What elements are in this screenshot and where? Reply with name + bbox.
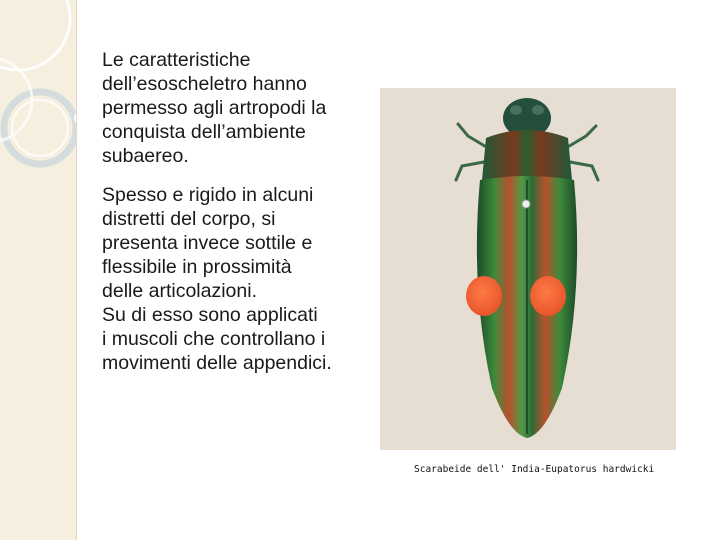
detail-line: delle articolazioni. xyxy=(102,280,258,302)
detail-line: presenta invece sottile e xyxy=(102,232,313,254)
left-spot xyxy=(466,276,502,316)
detail-line: Spesso e rigido in alcuni xyxy=(102,184,314,206)
pin-head xyxy=(522,200,530,208)
decorative-sidebar xyxy=(0,0,77,540)
beetle-photo xyxy=(380,88,676,450)
detail-line: distretti del corpo, si xyxy=(102,208,276,230)
beetle-illustration xyxy=(380,88,676,450)
paragraph-details xyxy=(102,183,392,375)
right-spot xyxy=(530,276,566,316)
beetle-thorax xyxy=(482,130,572,184)
paragraph-exoskeleton: Le caratteristiche dell’esoscheletro hanno permesso agli artropodi la conquista dell’ambiente subaereo. xyxy=(102,49,327,167)
detail-line: flessibile in prossimità xyxy=(102,256,292,278)
image-caption: Scarabeide dell' India-Eupatorus hardwicki xyxy=(414,464,655,475)
body-text xyxy=(102,48,392,390)
detail-line: i muscoli che controllano i xyxy=(102,328,326,350)
detail-line: Su di esso sono applicati xyxy=(102,304,318,326)
ring-ornament xyxy=(0,0,76,540)
detail-line: movimenti delle appendici. xyxy=(102,352,332,374)
